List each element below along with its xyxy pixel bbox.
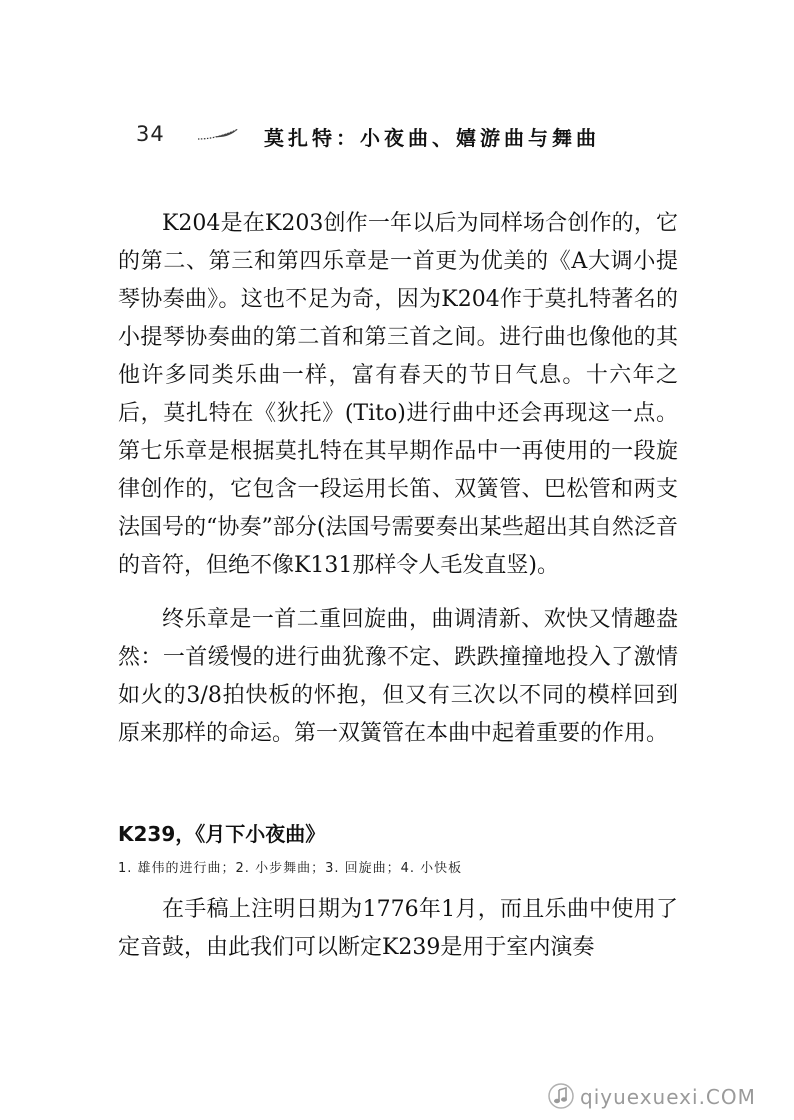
section-heading: K239，《月下小夜曲》: [118, 822, 326, 846]
page-number: 34: [136, 122, 165, 146]
body-paragraph: 终乐章是一首二重回旋曲，曲调清新、欢快又情趣盎然：一首缓慢的进行曲犹豫不定、跌跌撞撞地投入了激情如火的3/8拍快板的怀抱，但又有三次以不同的模样回到原来那样的命运。第一双簧管在本曲中起着重要的作用。: [118, 607, 678, 746]
body-paragraph: K204是在K203创作一年以后为同样场合创作的，它的第二、第三和第四乐章是一首更为优美的《A大调小提琴协奏曲》。这也不足为奇，因为K204作于莫扎特著名的小提琴协奏曲的第二首和第三首之间。进行曲也像他的其他许多同类乐曲一样，富有春天的节日气息。十六年之后，莫扎特在《狄托》(Tito)进行曲中还会再现这一点。第七乐章是根据莫扎特在其早期作品中一再使用的一段旋律创作的，它包含一段运用长笛、双簧管、巴松管和两支法国号的“协奏”部分(法国号需要奏出某些超出其自然泛音的音符，但绝不像K131那样令人毛发直竖)。: [118, 211, 678, 578]
running-header: [0, 118, 794, 154]
body-paragraph: 在手稿上注明日期为1776年1月，而且乐曲中使用了定音鼓，由此我们可以断定K239是用于室内演奏: [118, 897, 678, 960]
running-title: 莫扎特：小夜曲、嬉游曲与舞曲: [264, 126, 600, 150]
watermark-text: qiyuexuexi.COM: [580, 1085, 756, 1109]
quill-flourish-icon: [196, 126, 240, 142]
movement-list: 1. 雄伟的进行曲；2. 小步舞曲；3. 回旋曲；4. 小快板: [118, 861, 463, 876]
site-watermark: [540, 1080, 780, 1112]
music-note-logo-icon: [548, 1083, 574, 1109]
